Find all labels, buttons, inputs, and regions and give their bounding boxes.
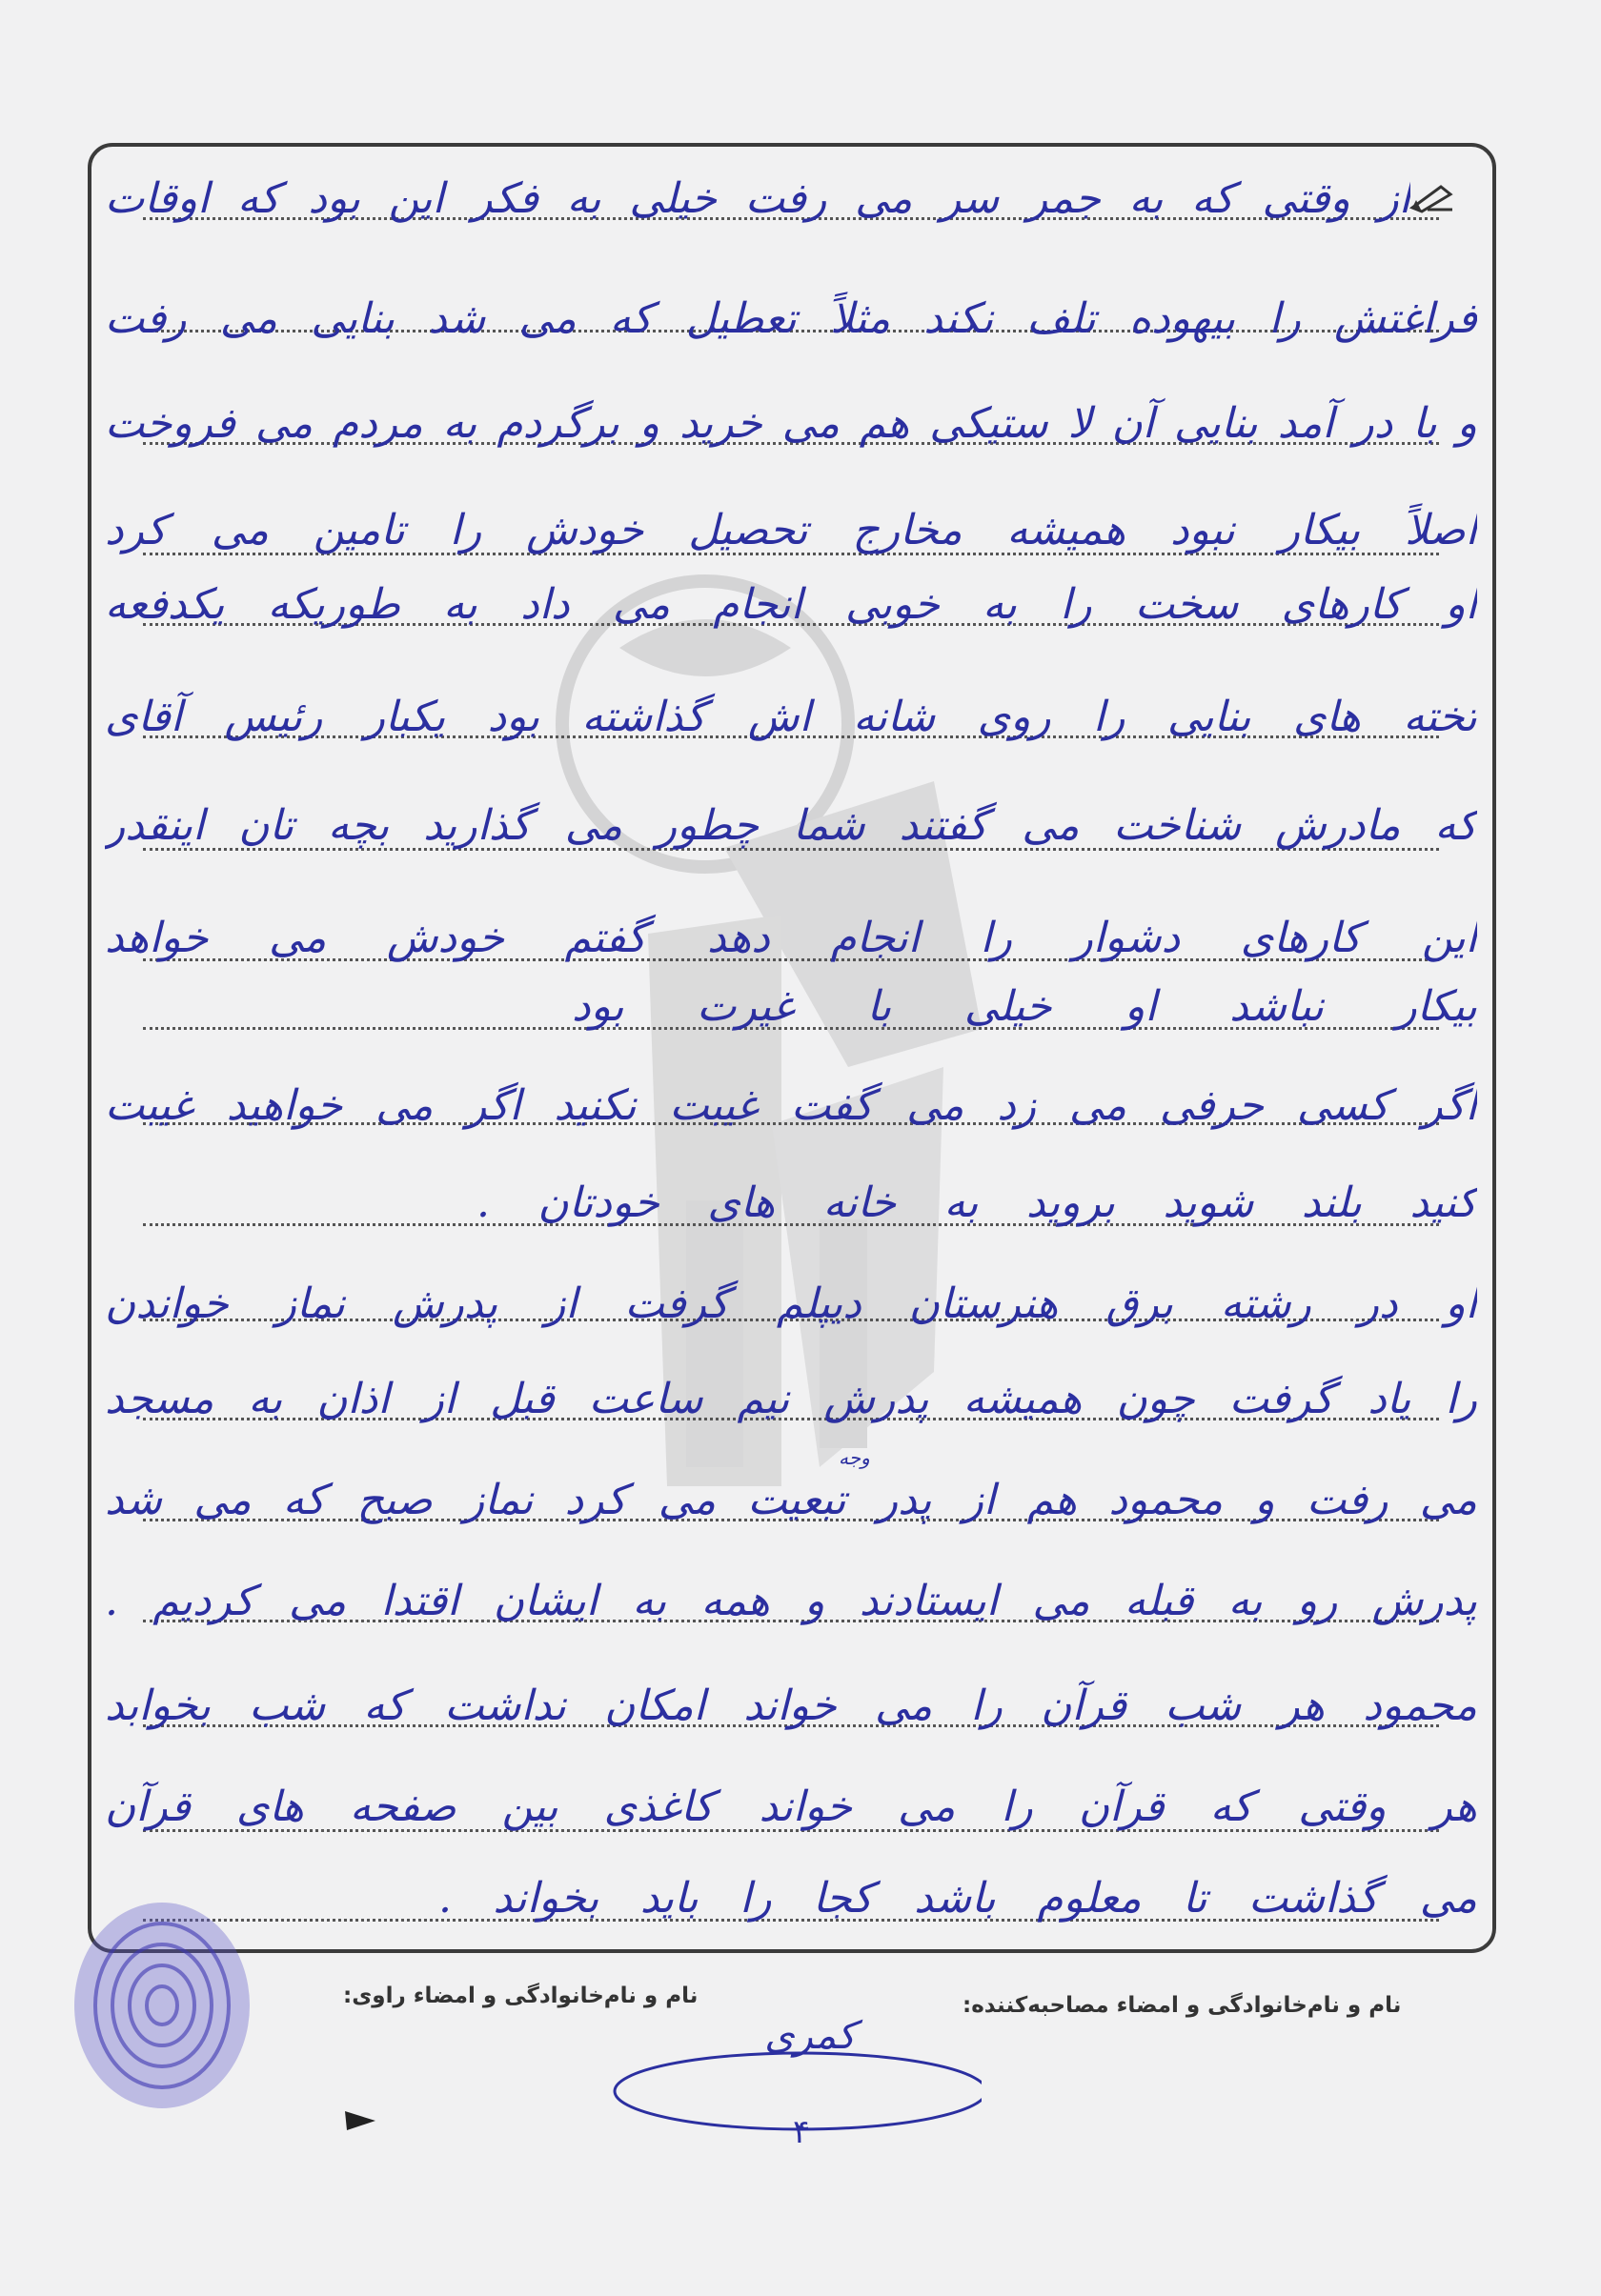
handwritten-line-18: می گذاشت تا معلوم باشد کجا را باید بخواند . (438, 1874, 1477, 1923)
signature-icon (581, 1963, 982, 2153)
handwritten-line-7: که مادرش شناخت می گفتند شما چطور می گذارید بچه تان اینقدر (105, 801, 1477, 850)
handwritten-line-3: و با در آمد بنایی آن لا ستیکی هم می خرید و برگردم به مردم می فروخت (105, 399, 1477, 448)
handwritten-line-6: تخته های بنایی را روی شانه اش گذاشته بود یکبار رئیس آقای (105, 693, 1477, 741)
handwritten-line-13: را یاد گرفت چون همیشه پدرش نیم ساعت قبل از اذان به مسجد (105, 1375, 1477, 1423)
ink-mark-icon (341, 2105, 379, 2134)
handwritten-line-1: از وقتی که به جمر سر می رفت خیلی به فکر این بود که اوقات (105, 174, 1410, 223)
fingerprint-icon (67, 1896, 257, 2115)
handwritten-line-14: می رفت و محمود هم از پدر تبعیت می کرد نماز صبح که می شد (105, 1476, 1477, 1524)
handwritten-line-9: بیکار نباشد او خیلی با غیرت بود (572, 982, 1477, 1031)
narrator-label: نام و نام‌خانوادگی و امضاء راوی: (343, 1984, 699, 2008)
handwritten-line-17: هر وقتی که قرآن را می خواند کاغذی بین صفحه های قرآن (105, 1782, 1477, 1831)
handwritten-line-12: او در رشته برق هنرستان دیپلم گرفت از پدرش نماز خواندن (105, 1279, 1477, 1328)
interviewer-label: نام و نام‌خانوادگی و امضاء مصاحبه‌کننده: (963, 1993, 1402, 2018)
handwritten-line-11: کنید بلند شوید بروید به خانه های خودتان . (476, 1178, 1477, 1227)
handwritten-line-5: او کارهای سخت را به خوبی انجام می داد به طوریکه یکدفعه (105, 580, 1477, 629)
handwritten-line-2: فراغتش را بیهوده تلف نکند مثلاً تعطیل که می شد بنایی می رفت (105, 294, 1477, 343)
handwritten-line-15: پدرش رو به قبله می ایستادند و همه به ایشان اقتدا می کردیم . (105, 1577, 1477, 1625)
handwritten-line-4: اصلاً بیکار نبود همیشه مخارج تحصیل خودش را تامین می کرد (105, 506, 1477, 554)
margin-annotation: وجه (839, 1446, 870, 1469)
handwritten-line-16: محمود هر شب قرآن را می خواند امکان نداشت که شب بخوابد (105, 1682, 1477, 1730)
page-number: ۴ (793, 2113, 811, 2151)
handwritten-line-8: این کارهای دشوار را انجام دهد گفتم خودش می خواهد (105, 914, 1477, 962)
handwritten-line-10: اگر کسی حرفی می زد می گفت غیبت نکنید اگر می خواهید غیبت (105, 1081, 1477, 1130)
signature-text: کمری (764, 2014, 856, 2058)
